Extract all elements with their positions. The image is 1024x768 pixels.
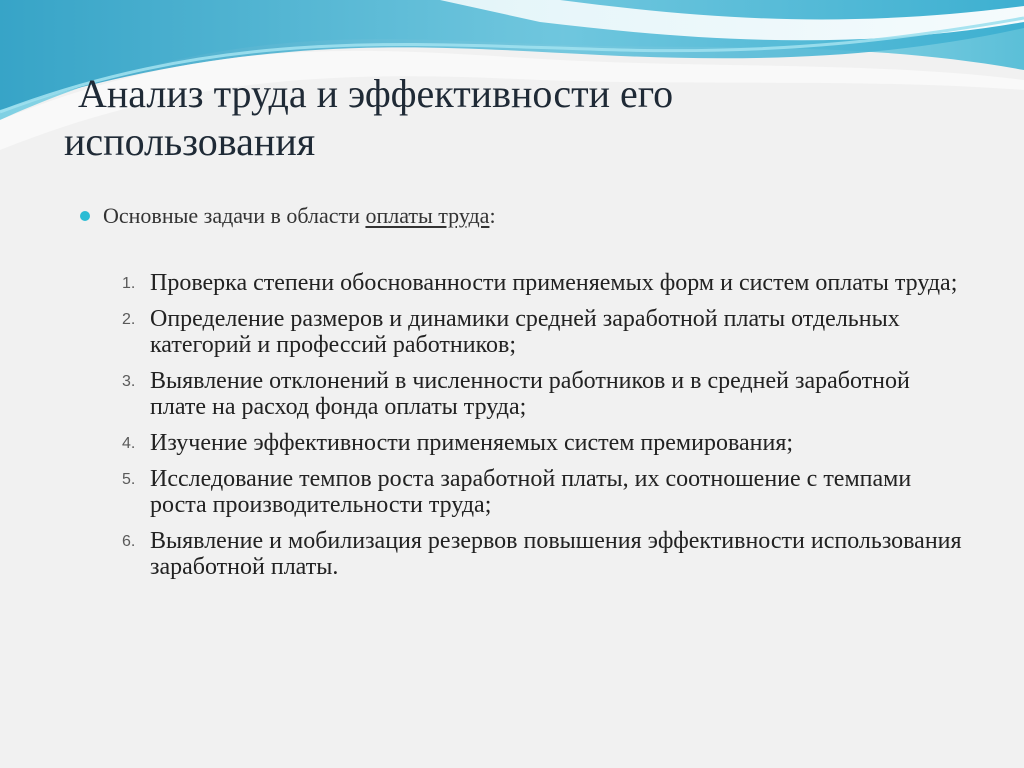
bullet-prefix: Основные задачи в области	[103, 203, 366, 228]
task-number: 1.	[122, 275, 136, 292]
task-text: Изучение эффективности применяемых систем премирования;	[150, 430, 794, 456]
task-list	[122, 270, 962, 590]
task-number: 5.	[122, 471, 136, 488]
slide-title	[64, 70, 964, 166]
task-item	[122, 270, 962, 296]
bullet-suffix: :	[489, 203, 496, 228]
task-text: Исследование темпов роста заработной платы, их соотношение с темпами роста производительности труда;	[150, 466, 912, 518]
bullet-underlined-term: оплаты труда	[365, 203, 490, 228]
task-number: 6.	[122, 533, 136, 550]
task-text: Проверка степени обоснованности применяемых форм и систем оплаты труда;	[150, 270, 958, 296]
task-number: 2.	[122, 311, 136, 328]
bullet-main-tasks	[103, 202, 496, 230]
task-item	[122, 368, 962, 420]
task-number: 4.	[122, 435, 136, 452]
task-text: Выявление отклонений в численности работников и в средней заработной плате на расход фонда оплаты труда;	[150, 368, 910, 420]
task-item	[122, 306, 962, 358]
task-number: 3.	[122, 373, 136, 390]
title-line-2: использования	[64, 119, 316, 164]
task-item	[122, 466, 962, 518]
task-text: Выявление и мобилизация резервов повышения эффективности использования заработной платы.	[150, 528, 962, 580]
task-text: Определение размеров и динамики средней заработной платы отдельных категорий и профессий работников;	[150, 306, 900, 358]
task-item	[122, 528, 962, 580]
task-item	[122, 430, 962, 456]
bullet-dot-icon	[80, 211, 90, 221]
title-line-1: Анализ труда и эффективности его	[78, 71, 674, 116]
